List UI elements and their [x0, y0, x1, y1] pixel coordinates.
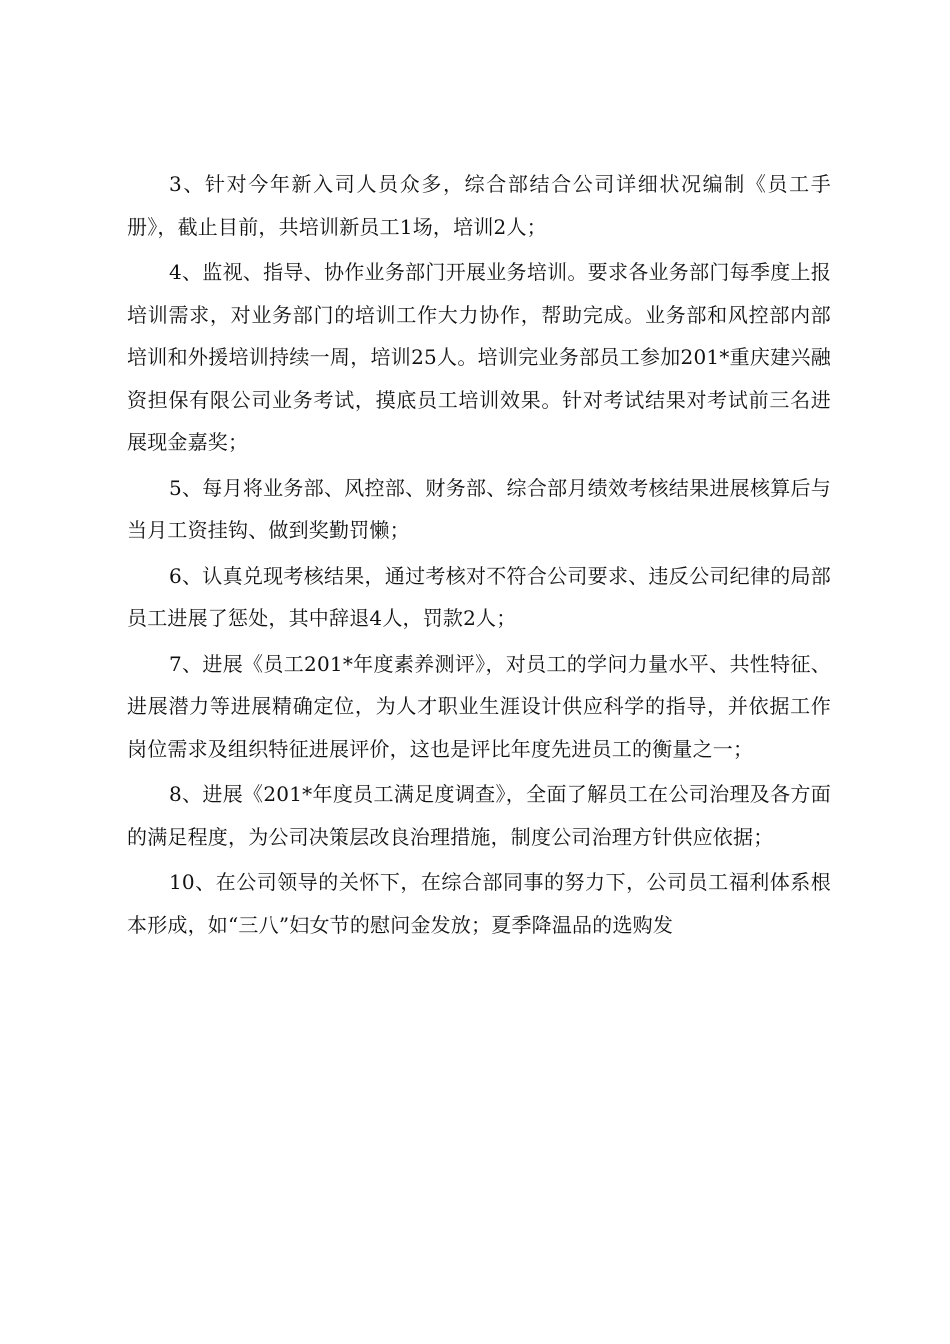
paragraph-item-4: 4、监视、指导、协作业务部门开展业务培训。要求各业务部门每季度上报培训需求，对业务部门的培训工作大力协作，帮助完成。业务部和风控部内部培训和外援培训持续一周，培训25人。培训完业务部员工参加201*重庆建兴融资担保有限公司业务考试，摸底员工培训效果。针对考试结果对考试前三名进展现金嘉奖；	[127, 260, 831, 454]
paragraph-item-6: 6、认真兑现考核结果，通过考核对不符合公司要求、违反公司纪律的局部员工进展了惩处，其中辞退4人，罚款2人；	[127, 563, 831, 630]
paragraph-item-8: 8、进展《201*年度员工满足度调查》，全面了解员工在公司治理及各方面的满足程度，为公司决策层改良治理措施，制度公司治理方针供应依据；	[127, 782, 831, 849]
document-body	[127, 163, 831, 949]
paragraph-item-10: 10、在公司领导的关怀下，在综合部同事的努力下，公司员工福利体系根本形成，如“三八”妇女节的慰问金发放；夏季降温品的选购发	[127, 870, 831, 937]
paragraph-item-3: 3、针对今年新入司人员众多，综合部结合公司详细状况编制《员工手册》，截止目前，共培训新员工1场，培训2人；	[127, 172, 831, 239]
paragraph-item-5: 5、每月将业务部、风控部、财务部、综合部月绩效考核结果进展核算后与当月工资挂钩、做到奖勤罚懒；	[127, 475, 831, 542]
paragraph-item-7: 7、进展《员工201*年度素养测评》，对员工的学问力量水平、共性特征、进展潜力等进展精确定位，为人才职业生涯设计供应科学的指导，并依据工作岗位需求及组织特征进展评价，这也是评比年度先进员工的衡量之一；	[127, 651, 831, 761]
